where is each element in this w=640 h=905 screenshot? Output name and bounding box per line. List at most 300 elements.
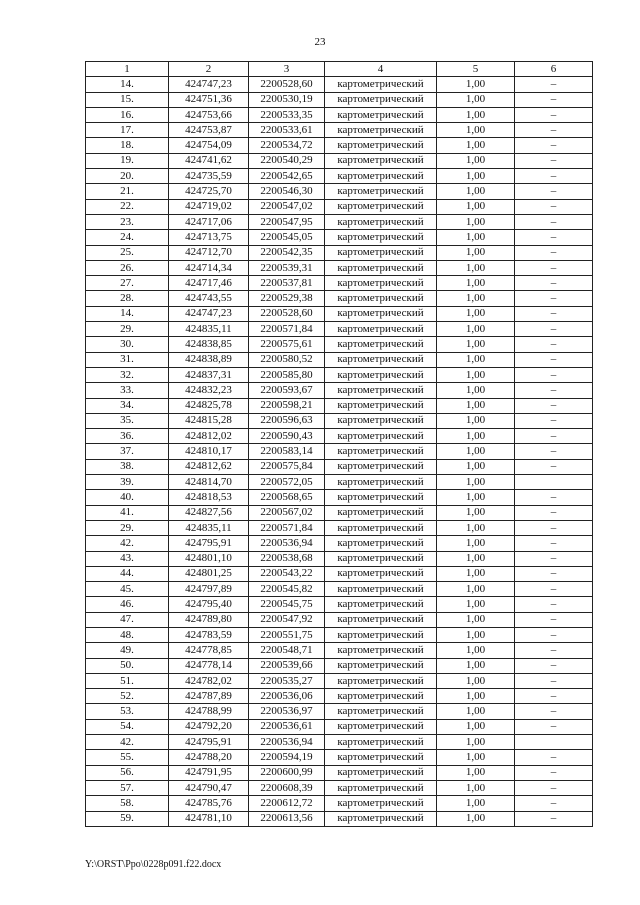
method-cell: картометрический bbox=[325, 643, 437, 658]
point-number-cell: 48. bbox=[86, 627, 169, 642]
accuracy-cell: 1,00 bbox=[437, 750, 515, 765]
x-coordinate-cell: 424743,55 bbox=[169, 291, 249, 306]
point-number-cell: 33. bbox=[86, 383, 169, 398]
header-row bbox=[86, 62, 593, 77]
method-cell: картометрический bbox=[325, 413, 437, 428]
x-coordinate-cell: 424778,85 bbox=[169, 643, 249, 658]
y-coordinate-cell: 2200536,61 bbox=[249, 719, 325, 734]
method-cell: картометрический bbox=[325, 398, 437, 413]
coordinates-table-container bbox=[85, 61, 592, 827]
description-cell: – bbox=[515, 719, 593, 734]
accuracy-cell: 1,00 bbox=[437, 429, 515, 444]
method-cell: картометрический bbox=[325, 352, 437, 367]
method-cell: картометрический bbox=[325, 704, 437, 719]
accuracy-cell: 1,00 bbox=[437, 413, 515, 428]
table-row bbox=[86, 322, 593, 337]
table-row bbox=[86, 214, 593, 229]
description-cell: – bbox=[515, 398, 593, 413]
y-coordinate-cell: 2200608,39 bbox=[249, 780, 325, 795]
column-header-y: 3 bbox=[249, 62, 325, 77]
description-cell: – bbox=[515, 199, 593, 214]
x-coordinate-cell: 424783,59 bbox=[169, 627, 249, 642]
x-coordinate-cell: 424778,14 bbox=[169, 658, 249, 673]
x-coordinate-cell: 424753,87 bbox=[169, 123, 249, 138]
accuracy-cell: 1,00 bbox=[437, 444, 515, 459]
table-row bbox=[86, 551, 593, 566]
y-coordinate-cell: 2200547,02 bbox=[249, 199, 325, 214]
y-coordinate-cell: 2200585,80 bbox=[249, 367, 325, 382]
method-cell: картометрический bbox=[325, 153, 437, 168]
column-header-point-number: 1 bbox=[86, 62, 169, 77]
y-coordinate-cell: 2200534,72 bbox=[249, 138, 325, 153]
method-cell: картометрический bbox=[325, 566, 437, 581]
y-coordinate-cell: 2200613,56 bbox=[249, 811, 325, 826]
point-number-cell: 15. bbox=[86, 92, 169, 107]
x-coordinate-cell: 424801,25 bbox=[169, 566, 249, 581]
method-cell: картометрический bbox=[325, 77, 437, 92]
accuracy-cell: 1,00 bbox=[437, 352, 515, 367]
accuracy-cell: 1,00 bbox=[437, 689, 515, 704]
table-row bbox=[86, 566, 593, 581]
y-coordinate-cell: 2200583,14 bbox=[249, 444, 325, 459]
method-cell: картометрический bbox=[325, 92, 437, 107]
table-row bbox=[86, 230, 593, 245]
y-coordinate-cell: 2200530,19 bbox=[249, 92, 325, 107]
method-cell: картометрический bbox=[325, 475, 437, 490]
description-cell: – bbox=[515, 337, 593, 352]
point-number-cell: 38. bbox=[86, 459, 169, 474]
x-coordinate-cell: 424795,91 bbox=[169, 536, 249, 551]
y-coordinate-cell: 2200546,30 bbox=[249, 184, 325, 199]
point-number-cell: 56. bbox=[86, 765, 169, 780]
description-cell: – bbox=[515, 673, 593, 688]
table-row bbox=[86, 612, 593, 627]
table-row bbox=[86, 719, 593, 734]
table-row bbox=[86, 811, 593, 826]
accuracy-cell: 1,00 bbox=[437, 153, 515, 168]
description-cell: – bbox=[515, 138, 593, 153]
coordinates-table bbox=[85, 61, 593, 827]
description-cell: – bbox=[515, 169, 593, 184]
point-number-cell: 14. bbox=[86, 77, 169, 92]
method-cell: картометрический bbox=[325, 260, 437, 275]
accuracy-cell: 1,00 bbox=[437, 490, 515, 505]
method-cell: картометрический bbox=[325, 184, 437, 199]
y-coordinate-cell: 2200545,82 bbox=[249, 582, 325, 597]
point-number-cell: 37. bbox=[86, 444, 169, 459]
point-number-cell: 31. bbox=[86, 352, 169, 367]
point-number-cell: 29. bbox=[86, 322, 169, 337]
method-cell: картометрический bbox=[325, 138, 437, 153]
table-row bbox=[86, 520, 593, 535]
description-cell: – bbox=[515, 597, 593, 612]
point-number-cell: 27. bbox=[86, 276, 169, 291]
method-cell: картометрический bbox=[325, 597, 437, 612]
description-cell: – bbox=[515, 429, 593, 444]
y-coordinate-cell: 2200547,95 bbox=[249, 214, 325, 229]
x-coordinate-cell: 424712,70 bbox=[169, 245, 249, 260]
x-coordinate-cell: 424795,91 bbox=[169, 735, 249, 750]
description-cell: – bbox=[515, 780, 593, 795]
y-coordinate-cell: 2200571,84 bbox=[249, 322, 325, 337]
y-coordinate-cell: 2200600,99 bbox=[249, 765, 325, 780]
point-number-cell: 19. bbox=[86, 153, 169, 168]
accuracy-cell: 1,00 bbox=[437, 475, 515, 490]
table-row bbox=[86, 704, 593, 719]
method-cell: картометрический bbox=[325, 383, 437, 398]
description-cell: – bbox=[515, 352, 593, 367]
x-coordinate-cell: 424751,36 bbox=[169, 92, 249, 107]
accuracy-cell: 1,00 bbox=[437, 398, 515, 413]
description-cell: – bbox=[515, 260, 593, 275]
x-coordinate-cell: 424785,76 bbox=[169, 796, 249, 811]
x-coordinate-cell: 424810,17 bbox=[169, 444, 249, 459]
method-cell: картометрический bbox=[325, 673, 437, 688]
method-cell: картометрический bbox=[325, 796, 437, 811]
description-cell: – bbox=[515, 582, 593, 597]
y-coordinate-cell: 2200594,19 bbox=[249, 750, 325, 765]
x-coordinate-cell: 424787,89 bbox=[169, 689, 249, 704]
description-cell: – bbox=[515, 153, 593, 168]
accuracy-cell: 1,00 bbox=[437, 337, 515, 352]
description-cell: – bbox=[515, 459, 593, 474]
point-number-cell: 16. bbox=[86, 107, 169, 122]
point-number-cell: 32. bbox=[86, 367, 169, 382]
y-coordinate-cell: 2200536,94 bbox=[249, 735, 325, 750]
y-coordinate-cell: 2200575,84 bbox=[249, 459, 325, 474]
accuracy-cell: 1,00 bbox=[437, 551, 515, 566]
table-row bbox=[86, 92, 593, 107]
y-coordinate-cell: 2200547,92 bbox=[249, 612, 325, 627]
x-coordinate-cell: 424801,10 bbox=[169, 551, 249, 566]
table-row bbox=[86, 367, 593, 382]
y-coordinate-cell: 2200539,31 bbox=[249, 260, 325, 275]
method-cell: картометрический bbox=[325, 505, 437, 520]
x-coordinate-cell: 424717,46 bbox=[169, 276, 249, 291]
x-coordinate-cell: 424781,10 bbox=[169, 811, 249, 826]
point-number-cell: 42. bbox=[86, 735, 169, 750]
x-coordinate-cell: 424797,89 bbox=[169, 582, 249, 597]
accuracy-cell: 1,00 bbox=[437, 383, 515, 398]
table-row bbox=[86, 383, 593, 398]
y-coordinate-cell: 2200596,63 bbox=[249, 413, 325, 428]
x-coordinate-cell: 424789,80 bbox=[169, 612, 249, 627]
accuracy-cell: 1,00 bbox=[437, 520, 515, 535]
column-header-x: 2 bbox=[169, 62, 249, 77]
description-cell: – bbox=[515, 367, 593, 382]
table-row bbox=[86, 643, 593, 658]
accuracy-cell: 1,00 bbox=[437, 291, 515, 306]
x-coordinate-cell: 424790,47 bbox=[169, 780, 249, 795]
method-cell: картометрический bbox=[325, 230, 437, 245]
accuracy-cell: 1,00 bbox=[437, 811, 515, 826]
point-number-cell: 41. bbox=[86, 505, 169, 520]
description-cell: – bbox=[515, 811, 593, 826]
table-row bbox=[86, 536, 593, 551]
x-coordinate-cell: 424719,02 bbox=[169, 199, 249, 214]
table-row bbox=[86, 505, 593, 520]
description-cell: – bbox=[515, 107, 593, 122]
method-cell: картометрический bbox=[325, 367, 437, 382]
method-cell: картометрический bbox=[325, 245, 437, 260]
y-coordinate-cell: 2200540,29 bbox=[249, 153, 325, 168]
point-number-cell: 14. bbox=[86, 306, 169, 321]
accuracy-cell: 1,00 bbox=[437, 138, 515, 153]
y-coordinate-cell: 2200533,35 bbox=[249, 107, 325, 122]
accuracy-cell: 1,00 bbox=[437, 627, 515, 642]
table-row bbox=[86, 459, 593, 474]
y-coordinate-cell: 2200571,84 bbox=[249, 520, 325, 535]
description-cell: – bbox=[515, 643, 593, 658]
y-coordinate-cell: 2200575,61 bbox=[249, 337, 325, 352]
table-row bbox=[86, 658, 593, 673]
x-coordinate-cell: 424788,99 bbox=[169, 704, 249, 719]
accuracy-cell: 1,00 bbox=[437, 199, 515, 214]
point-number-cell: 50. bbox=[86, 658, 169, 673]
description-cell: – bbox=[515, 383, 593, 398]
x-coordinate-cell: 424735,59 bbox=[169, 169, 249, 184]
table-row bbox=[86, 352, 593, 367]
method-cell: картометрический bbox=[325, 582, 437, 597]
table-row bbox=[86, 582, 593, 597]
table-row bbox=[86, 597, 593, 612]
accuracy-cell: 1,00 bbox=[437, 245, 515, 260]
x-coordinate-cell: 424792,20 bbox=[169, 719, 249, 734]
accuracy-cell: 1,00 bbox=[437, 612, 515, 627]
description-cell: – bbox=[515, 306, 593, 321]
point-number-cell: 54. bbox=[86, 719, 169, 734]
table-row bbox=[86, 780, 593, 795]
y-coordinate-cell: 2200593,67 bbox=[249, 383, 325, 398]
accuracy-cell: 1,00 bbox=[437, 658, 515, 673]
accuracy-cell: 1,00 bbox=[437, 107, 515, 122]
method-cell: картометрический bbox=[325, 276, 437, 291]
method-cell: картометрический bbox=[325, 337, 437, 352]
accuracy-cell: 1,00 bbox=[437, 169, 515, 184]
table-row bbox=[86, 276, 593, 291]
x-coordinate-cell: 424827,56 bbox=[169, 505, 249, 520]
table-row bbox=[86, 398, 593, 413]
method-cell: картометрический bbox=[325, 612, 437, 627]
method-cell: картометрический bbox=[325, 719, 437, 734]
point-number-cell: 51. bbox=[86, 673, 169, 688]
y-coordinate-cell: 2200542,35 bbox=[249, 245, 325, 260]
x-coordinate-cell: 424818,53 bbox=[169, 490, 249, 505]
accuracy-cell: 1,00 bbox=[437, 276, 515, 291]
x-coordinate-cell: 424832,23 bbox=[169, 383, 249, 398]
accuracy-cell: 1,00 bbox=[437, 780, 515, 795]
method-cell: картометрический bbox=[325, 291, 437, 306]
table-row bbox=[86, 429, 593, 444]
x-coordinate-cell: 424815,28 bbox=[169, 413, 249, 428]
x-coordinate-cell: 424754,09 bbox=[169, 138, 249, 153]
point-number-cell: 57. bbox=[86, 780, 169, 795]
table-row bbox=[86, 444, 593, 459]
accuracy-cell: 1,00 bbox=[437, 184, 515, 199]
x-coordinate-cell: 424795,40 bbox=[169, 597, 249, 612]
accuracy-cell: 1,00 bbox=[437, 566, 515, 581]
point-number-cell: 36. bbox=[86, 429, 169, 444]
description-cell: – bbox=[515, 765, 593, 780]
method-cell: картометрический bbox=[325, 551, 437, 566]
point-number-cell: 44. bbox=[86, 566, 169, 581]
y-coordinate-cell: 2200529,38 bbox=[249, 291, 325, 306]
x-coordinate-cell: 424713,75 bbox=[169, 230, 249, 245]
description-cell: – bbox=[515, 689, 593, 704]
accuracy-cell: 1,00 bbox=[437, 77, 515, 92]
point-number-cell: 22. bbox=[86, 199, 169, 214]
y-coordinate-cell: 2200545,75 bbox=[249, 597, 325, 612]
method-cell: картометрический bbox=[325, 199, 437, 214]
method-cell: картометрический bbox=[325, 627, 437, 642]
table-row bbox=[86, 735, 593, 750]
x-coordinate-cell: 424838,89 bbox=[169, 352, 249, 367]
table-row bbox=[86, 796, 593, 811]
y-coordinate-cell: 2200539,66 bbox=[249, 658, 325, 673]
x-coordinate-cell: 424825,78 bbox=[169, 398, 249, 413]
description-cell: – bbox=[515, 214, 593, 229]
table-row bbox=[86, 291, 593, 306]
point-number-cell: 47. bbox=[86, 612, 169, 627]
column-header-accuracy: 5 bbox=[437, 62, 515, 77]
x-coordinate-cell: 424753,66 bbox=[169, 107, 249, 122]
description-cell: – bbox=[515, 123, 593, 138]
description-cell: – bbox=[515, 490, 593, 505]
table-row bbox=[86, 169, 593, 184]
accuracy-cell: 1,00 bbox=[437, 214, 515, 229]
accuracy-cell: 1,00 bbox=[437, 459, 515, 474]
description-cell bbox=[515, 475, 593, 490]
accuracy-cell: 1,00 bbox=[437, 643, 515, 658]
point-number-cell: 59. bbox=[86, 811, 169, 826]
accuracy-cell: 1,00 bbox=[437, 306, 515, 321]
point-number-cell: 25. bbox=[86, 245, 169, 260]
table-row bbox=[86, 123, 593, 138]
accuracy-cell: 1,00 bbox=[437, 673, 515, 688]
description-cell: – bbox=[515, 77, 593, 92]
description-cell: – bbox=[515, 245, 593, 260]
point-number-cell: 30. bbox=[86, 337, 169, 352]
y-coordinate-cell: 2200538,68 bbox=[249, 551, 325, 566]
description-cell: – bbox=[515, 92, 593, 107]
y-coordinate-cell: 2200533,61 bbox=[249, 123, 325, 138]
x-coordinate-cell: 424747,23 bbox=[169, 306, 249, 321]
accuracy-cell: 1,00 bbox=[437, 367, 515, 382]
table-row bbox=[86, 184, 593, 199]
method-cell: картометрический bbox=[325, 429, 437, 444]
y-coordinate-cell: 2200612,72 bbox=[249, 796, 325, 811]
point-number-cell: 17. bbox=[86, 123, 169, 138]
point-number-cell: 24. bbox=[86, 230, 169, 245]
point-number-cell: 35. bbox=[86, 413, 169, 428]
table-row bbox=[86, 475, 593, 490]
point-number-cell: 45. bbox=[86, 582, 169, 597]
point-number-cell: 49. bbox=[86, 643, 169, 658]
table-body bbox=[86, 77, 593, 827]
point-number-cell: 23. bbox=[86, 214, 169, 229]
point-number-cell: 52. bbox=[86, 689, 169, 704]
method-cell: картометрический bbox=[325, 306, 437, 321]
description-cell: – bbox=[515, 796, 593, 811]
table-row bbox=[86, 765, 593, 780]
y-coordinate-cell: 2200598,21 bbox=[249, 398, 325, 413]
accuracy-cell: 1,00 bbox=[437, 704, 515, 719]
accuracy-cell: 1,00 bbox=[437, 92, 515, 107]
x-coordinate-cell: 424741,62 bbox=[169, 153, 249, 168]
y-coordinate-cell: 2200528,60 bbox=[249, 77, 325, 92]
method-cell: картометрический bbox=[325, 490, 437, 505]
table-row bbox=[86, 627, 593, 642]
description-cell: – bbox=[515, 536, 593, 551]
x-coordinate-cell: 424717,06 bbox=[169, 214, 249, 229]
method-cell: картометрический bbox=[325, 520, 437, 535]
table-header bbox=[86, 62, 593, 77]
accuracy-cell: 1,00 bbox=[437, 123, 515, 138]
method-cell: картометрический bbox=[325, 765, 437, 780]
description-cell bbox=[515, 735, 593, 750]
description-cell: – bbox=[515, 566, 593, 581]
table-row bbox=[86, 413, 593, 428]
table-row bbox=[86, 153, 593, 168]
y-coordinate-cell: 2200545,05 bbox=[249, 230, 325, 245]
description-cell: – bbox=[515, 184, 593, 199]
page-number: 23 bbox=[314, 36, 326, 48]
y-coordinate-cell: 2200551,75 bbox=[249, 627, 325, 642]
accuracy-cell: 1,00 bbox=[437, 322, 515, 337]
accuracy-cell: 1,00 bbox=[437, 765, 515, 780]
table-row bbox=[86, 138, 593, 153]
table-row bbox=[86, 199, 593, 214]
y-coordinate-cell: 2200536,06 bbox=[249, 689, 325, 704]
y-coordinate-cell: 2200536,97 bbox=[249, 704, 325, 719]
point-number-cell: 42. bbox=[86, 536, 169, 551]
description-cell: – bbox=[515, 322, 593, 337]
y-coordinate-cell: 2200542,65 bbox=[249, 169, 325, 184]
y-coordinate-cell: 2200528,60 bbox=[249, 306, 325, 321]
description-cell: – bbox=[515, 505, 593, 520]
method-cell: картометрический bbox=[325, 658, 437, 673]
method-cell: картометрический bbox=[325, 322, 437, 337]
y-coordinate-cell: 2200572,05 bbox=[249, 475, 325, 490]
description-cell: – bbox=[515, 750, 593, 765]
x-coordinate-cell: 424814,70 bbox=[169, 475, 249, 490]
table-row bbox=[86, 750, 593, 765]
table-row bbox=[86, 77, 593, 92]
accuracy-cell: 1,00 bbox=[437, 582, 515, 597]
table-row bbox=[86, 107, 593, 122]
file-path-footer: Y:\ORST\Ppo\0228p091.f22.docx bbox=[85, 859, 222, 870]
method-cell: картометрический bbox=[325, 444, 437, 459]
table-row bbox=[86, 337, 593, 352]
point-number-cell: 34. bbox=[86, 398, 169, 413]
description-cell: – bbox=[515, 612, 593, 627]
table-row bbox=[86, 689, 593, 704]
table-row bbox=[86, 306, 593, 321]
description-cell: – bbox=[515, 520, 593, 535]
description-cell: – bbox=[515, 291, 593, 306]
method-cell: картометрический bbox=[325, 214, 437, 229]
point-number-cell: 40. bbox=[86, 490, 169, 505]
x-coordinate-cell: 424838,85 bbox=[169, 337, 249, 352]
point-number-cell: 29. bbox=[86, 520, 169, 535]
point-number-cell: 55. bbox=[86, 750, 169, 765]
accuracy-cell: 1,00 bbox=[437, 597, 515, 612]
point-number-cell: 53. bbox=[86, 704, 169, 719]
point-number-cell: 18. bbox=[86, 138, 169, 153]
x-coordinate-cell: 424725,70 bbox=[169, 184, 249, 199]
table-row bbox=[86, 260, 593, 275]
table-row bbox=[86, 245, 593, 260]
